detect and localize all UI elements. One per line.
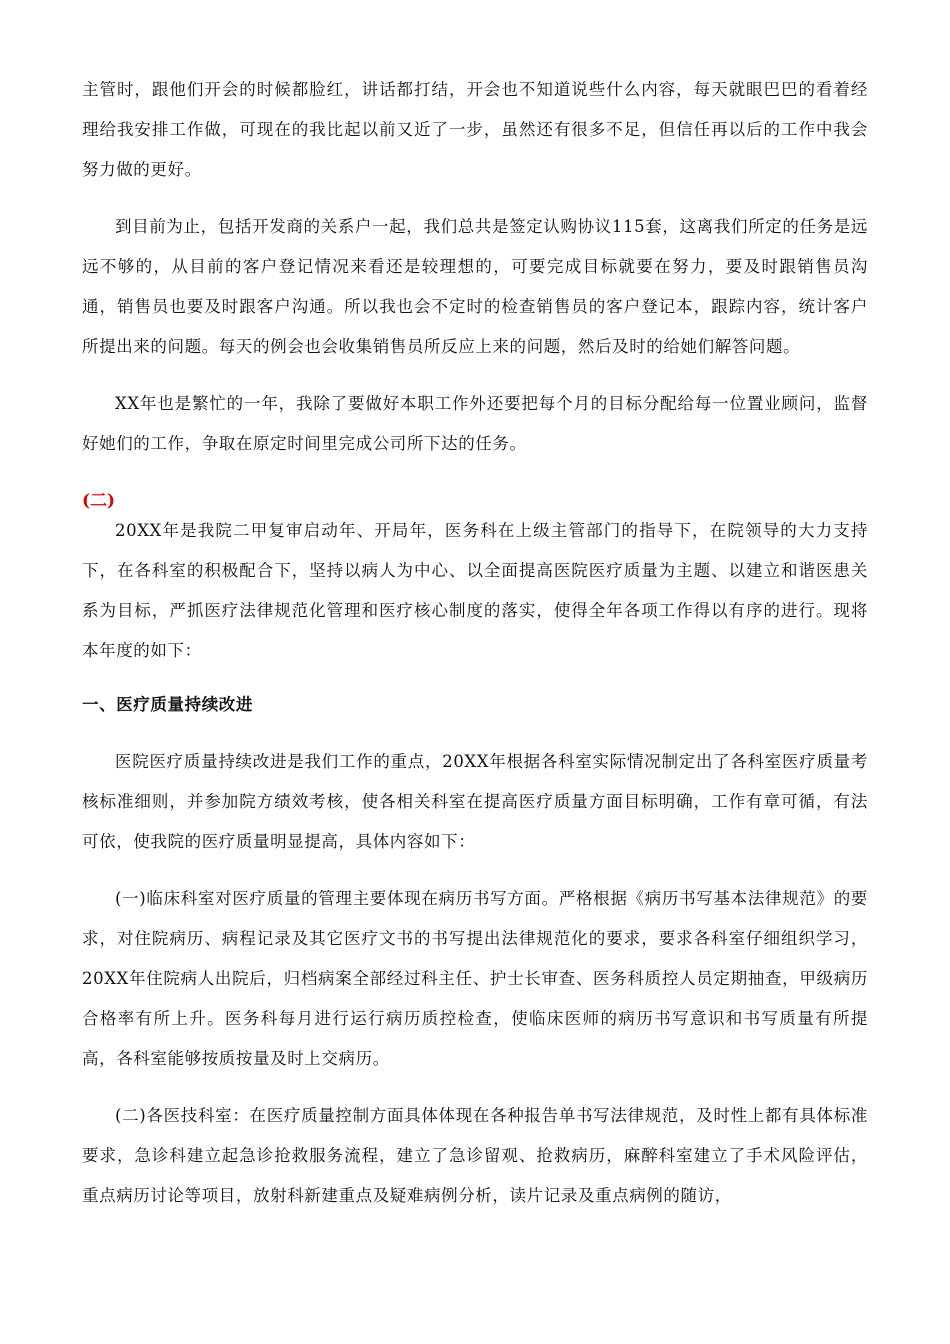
paragraph-7: (二)各医技科室：在医疗质量控制方面具体体现在各种报告单书写法律规范，及时性上都有具体标准要求，急诊科建立起急诊抢救服务流程，建立了急诊留观、抢救病历，麻醉科室建立了手术风险评估，重点病历讨论等项目，放射科新建重点及疑难病例分析，读片记录及重点病例的随访， — [82, 1106, 868, 1205]
section-heading: 一、医疗质量持续改进 — [82, 695, 253, 714]
document-page — [82, 70, 868, 1216]
paragraph-2: 到目前为止，包括开发商的关系户一起，我们总共是签定认购协议115套，这离我们所定的任务是远远不够的，从目前的客户登记情况来看还是较理想的，可要完成目标就要在努力，要及时跟销售员沟通，销售员也要及时跟客户沟通。所以我也会不定时的检查销售员的客户登记本，跟踪内容，统计客户所提出来的问题。每天的例会也会收集销售员所反应上来的问题，然后及时的给她们解答问题。 — [82, 217, 868, 356]
paragraph-5: 医院医疗质量持续改进是我们工作的重点，20XX年根据各科室实际情况制定出了各科室医疗质量考核标准细则，并参加院方绩效考核，使各相关科室在提高医疗质量方面目标明确，工作有章可循，有法可依，使我院的医疗质量明显提高，具体内容如下： — [82, 752, 868, 851]
section-label: (二) — [82, 491, 116, 511]
paragraph-4: 20XX年是我院二甲复审启动年、开局年，医务科在上级主管部门的指导下，在院领导的大力支持下，在各科室的积极配合下，坚持以病人为中心、以全面提高医院医疗质量为主题、以建立和谐医患关系为目标，严抓医疗法律规范化管理和医疗核心制度的落实，使得全年各项工作得以有序的进行。现将本年度的如下： — [82, 521, 868, 660]
paragraph-3: XX年也是繁忙的一年，我除了要做好本职工作外还要把每个月的目标分配给每一位置业顾问，监督好她们的工作，争取在原定时间里完成公司所下达的任务。 — [82, 394, 868, 453]
paragraph-6: (一)临床科室对医疗质量的管理主要体现在病历书写方面。严格根据《病历书写基本法律规范》的要求，对住院病历、病程记录及其它医疗文书的书写提出法律规范化的要求，要求各科室仔细组织学习，20XX年住院病人出院后，归档病案全部经过科主任、护士长审查、医务科质控人员定期抽查，甲级病历合格率有所上升。医务科每月进行运行病历质控检查，使临床医师的病历书写意识和书写质量有所提高，各科室能够按质按量及时上交病历。 — [82, 889, 868, 1068]
paragraph-1: 主管时，跟他们开会的时候都脸红，讲话都打结，开会也不知道说些什么内容，每天就眼巴巴的看着经理给我安排工作做，可现在的我比起以前又近了一步，虽然还有很多不足，但信任再以后的工作中我会努力做的更好。 — [82, 80, 868, 179]
